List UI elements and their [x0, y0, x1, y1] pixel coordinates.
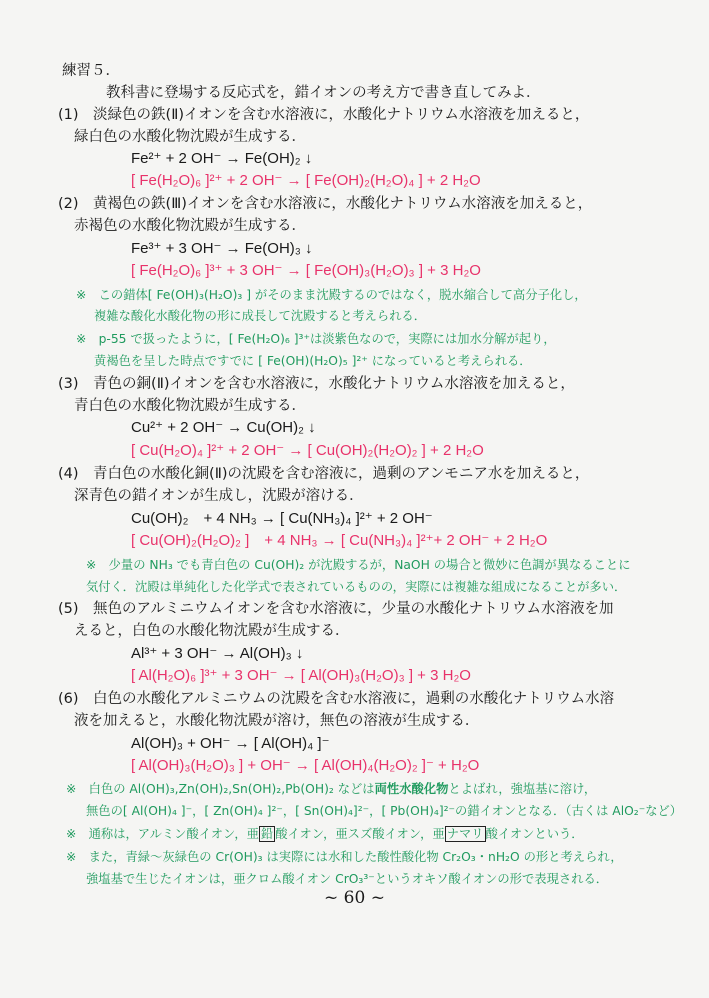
note-line: ※ p-55 で扱ったように，[ Fe(H₂O)₆ ]³⁺は淡紫色なので，実際には加水分解が起り，: [76, 332, 556, 346]
text-line: (1) 淡緑色の鉄(Ⅱ)イオンを含む水溶液に，水酸化ナトリウム水溶液を加えると，: [58, 107, 590, 123]
page-number: ~ 60 ~: [324, 888, 385, 908]
text-line: えると，白色の水酸化物沈殿が生成する．: [74, 623, 350, 639]
text-line: 赤褐色の水酸化物沈殿が生成する．: [74, 218, 306, 234]
note-line: 複雑な酸化水酸化物の形に成長して沈殿すると考えられる．: [94, 309, 427, 323]
text-line: (2) 黄褐色の鉄(Ⅲ)イオンを含む水溶液に，水酸化ナトリウム水溶液を加えると，: [58, 196, 593, 212]
equation-line: [ Al(H₂O)₆ ]³⁺ + 3 OH⁻ → [ Al(OH)₃(H₂O)₃ ] + 3 H₂O: [131, 667, 471, 684]
equation-line: [ Fe(H₂O)₆ ]³⁺ + 3 OH⁻ → [ Fe(OH)₃(H₂O)₃ ] + 3 H₂O: [131, 262, 481, 279]
equation-line: Fe²⁺ + 2 OH⁻ → Fe(OH)₂ ↓: [131, 150, 313, 167]
note-line: 黄褐色を呈した時点ですでに [ Fe(OH)(H₂O)₅ ]²⁺ になっていると考えられる．: [94, 354, 532, 368]
note-line: 気付く．沈殿は単純化した化学式で表されているものの，実際には複雑な組成になることが多い．: [86, 580, 627, 594]
note-text: とよばれ，強塩基に溶け，: [448, 782, 597, 796]
note-text: 酸イオン，亜スズ酸イオン，亜: [275, 827, 445, 841]
boxed-term: 鉛: [260, 827, 274, 841]
note-text: ※ 通称は，アルミン酸イオン，亜: [66, 827, 259, 841]
text-line: 練習５．: [62, 63, 120, 79]
text-line: 深青色の錯イオンが生成し，沈殿が溶ける．: [74, 488, 364, 504]
equation-line: Cu(OH)₂ + 4 NH₃ → [ Cu(NH₃)₄ ]²⁺ + 2 OH⁻: [131, 510, 433, 527]
text-line: 緑白色の水酸化物沈殿が生成する．: [74, 129, 306, 145]
equation-line: Al(OH)₃ + OH⁻ → [ Al(OH)₄ ]⁻: [131, 735, 330, 752]
text-line: (5) 無色のアルミニウムイオンを含む水溶液に，少量の水酸化ナトリウム水溶液を加: [58, 601, 614, 617]
text-line: (3) 青色の銅(Ⅱ)イオンを含む水溶液に，水酸化ナトリウム水溶液を加えると，: [58, 376, 575, 392]
note-line: ※ この錯体[ Fe(OH)₃(H₂O)₃ ] がそのまま沈殿するのではなく，脱水縮合して高分子化し，: [76, 288, 587, 302]
note-line: 強塩基で生じたイオンは，亜クロム酸イオン CrO₃³⁻というオキソ酸イオンの形で表現される．: [86, 872, 609, 886]
equation-line: Fe³⁺ + 3 OH⁻ → Fe(OH)₃ ↓: [131, 240, 313, 257]
equation-line: Cu²⁺ + 2 OH⁻ → Cu(OH)₂ ↓: [131, 419, 316, 436]
equation-line: [ Fe(H₂O)₆ ]²⁺ + 2 OH⁻ → [ Fe(OH)₂(H₂O)₄ ] + 2 H₂O: [131, 172, 481, 189]
text-line: 青白色の水酸化物沈殿が生成する．: [74, 398, 306, 414]
note-common-names: [66, 825, 584, 843]
text-line: (6) 白色の水酸化アルミニウムの沈殿を含む水溶液に，過剰の水酸化ナトリウム水溶: [58, 691, 615, 707]
note-line: 無色の[ Al(OH)₄ ]⁻，[ Zn(OH)₄ ]²⁻，[ Sn(OH)₄]²⁻，[ Pb(OH)₄]²⁻の錯イオンとなる．（古くは AlO₂⁻など）: [86, 804, 683, 818]
equation-line: [ Al(OH)₃(H₂O)₃ ] + OH⁻ → [ Al(OH)₄(H₂O)₂ ]⁻ + H₂O: [131, 757, 480, 774]
text-line: 教科書に登場する反応式を，錯イオンの考え方で書き直してみよ．: [106, 85, 541, 101]
text-line: (4) 青白色の水酸化銅(Ⅱ)の沈殿を含む溶液に，過剰のアンモニア水を加えると，: [58, 466, 590, 482]
equation-line: Al³⁺ + 3 OH⁻ → Al(OH)₃ ↓: [131, 645, 304, 662]
note-text: 酸イオンという．: [485, 827, 584, 841]
note-line: ※ 少量の NH₃ でも青白色の Cu(OH)₂ が沈殿するが，NaOH の場合と微妙に色調が異なることに: [86, 558, 631, 572]
note-amphoteric-hydroxides: [66, 780, 596, 798]
boxed-term: ナマリ: [446, 827, 484, 841]
note-bold-term: 両性水酸化物: [374, 782, 449, 796]
note-text: ※ 白色の Al(OH)₃,Zn(OH)₂,Sn(OH)₂,Pb(OH)₂ などは: [66, 782, 375, 796]
equation-line: [ Cu(H₂O)₄ ]²⁺ + 2 OH⁻ → [ Cu(OH)₂(H₂O)₂ ] + 2 H₂O: [131, 442, 484, 459]
text-line: 液を加えると，水酸化物沈殿が溶け，無色の溶液が生成する．: [74, 713, 480, 729]
note-line: ※ また，青緑～灰緑色の Cr(OH)₃ は実際には水和した酸性酸化物 Cr₂O₃・nH₂O の形と考えられ，: [66, 850, 623, 864]
equation-line: [ Cu(OH)₂(H₂O)₂ ] + 4 NH₃ → [ Cu(NH₃)₄ ]²⁺+ 2 OH⁻ + 2 H₂O: [131, 532, 548, 549]
